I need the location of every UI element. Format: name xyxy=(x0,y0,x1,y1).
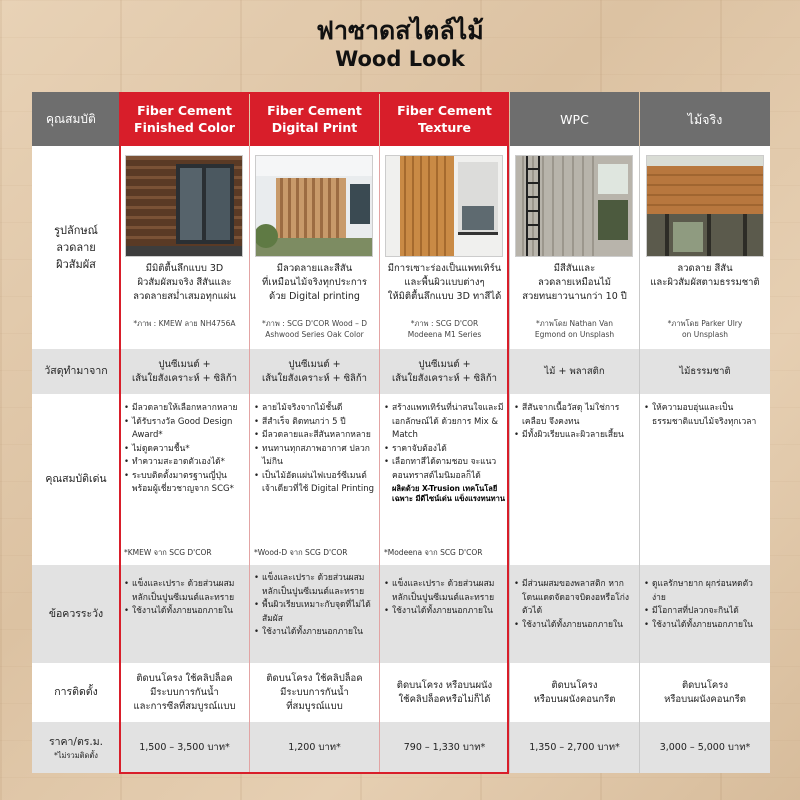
label-install: การติดตั้ง xyxy=(32,663,120,722)
features-note: *Wood-D จาก SCG D'COR xyxy=(254,548,348,557)
price-cell: 790 – 1,330 บาท* xyxy=(403,741,486,753)
feature-item: • ไม่ดูดความชื้น* xyxy=(124,443,246,457)
caution-wpc xyxy=(514,578,636,632)
material-cell: ปูนซีเมนต์ + เส้นใยสังเคราะห์ + ซิลิก้า xyxy=(262,358,367,384)
price-cell: 3,000 – 5,000 บาท* xyxy=(659,741,751,753)
material-cell: ปูนซีเมนต์ + เส้นใยสังเคราะห์ + ซิลิก้า xyxy=(392,358,497,384)
caution-item: • มีส่วนผสมของพลาสติก หากโดนแดดจัดอาจบิดงอหรือโก่งตัวได้ xyxy=(514,578,636,619)
photo-credit: *ภาพโดย Parker Ulry on Unsplash xyxy=(667,319,743,339)
header-digital-print: Fiber Cement Digital Print xyxy=(250,92,379,146)
feature-item: • ได้รับรางวัล Good Design Award* xyxy=(124,416,246,443)
caution-item: • ใช้งานได้ทั้งภายนอกภายใน xyxy=(514,619,636,633)
install-cell: ติดบนโครง ใช้คลิปล็อค มีระบบการกันน้ำ ที่สมบูรณ์แบบ xyxy=(266,672,363,712)
caution-item: • แข็งและเปราะ ด้วยส่วนผสมหลักเป็นปูนซีเมนต์และทราย xyxy=(384,578,506,605)
feature-item: • ทนทานทุกสภาพอากาศ ปลวกไม่กิน xyxy=(254,443,376,470)
title-thai: ฟาซาดสไตล์ไม้ xyxy=(316,16,484,45)
features-note: *Modeena จาก SCG D'COR xyxy=(384,548,483,557)
photo-credit: *ภาพ : KMEW ลาย NH4756A xyxy=(133,319,236,328)
price-cell: 1,500 – 3,500 บาท* xyxy=(139,741,230,753)
caution-item: • แข็งและเปราะ ด้วยส่วนผสมหลักเป็นปูนซีเมนต์และทราย xyxy=(254,572,376,599)
caution-item: • ดูแลรักษายาก ผุกร่อนหดตัวง่าย xyxy=(644,578,766,605)
feature-item: • มีลวดลายและสีสันหลากหลาย xyxy=(254,429,376,443)
column-divider xyxy=(509,146,510,773)
caution-item: • ใช้งานได้ทั้งภายนอกภายใน xyxy=(124,605,246,619)
photo-credit: *ภาพ : SCG D'COR Wood – D Ashwood Series Oak Color xyxy=(261,319,368,339)
caution-item: • ใช้งานได้ทั้งภายนอกภายใน xyxy=(644,619,766,633)
appearance-caption: มีมิติตื้นลึกแบบ 3D ผิวสัมผัสมจริง สีสันและ ลวดลายสม่ำเสมอทุกแผ่น xyxy=(133,263,236,302)
header-wpc: WPC xyxy=(510,92,639,146)
price-cell: 1,350 – 2,700 บาท* xyxy=(529,741,620,753)
install-cell: ติดบนโครง หรือบนผนัง ใช้คลิปล็อคหรือไม่ก็ได้ xyxy=(396,679,493,705)
header-finished-color: Fiber Cement Finished Color xyxy=(120,92,249,146)
feature-item: • ระบบติดตั้งมาตรฐานญี่ปุ่น พร้อมผู้เชี่ยวชาญจาก SCG* xyxy=(124,470,246,497)
feature-item: • สีสันจากเนื้อวัสดุ ไม่ใช่การเคลือบ จึงคงทน xyxy=(514,402,636,429)
photo-wpc xyxy=(515,155,633,257)
install-cell: ติดบนโครง หรือบนผนังคอนกรีต xyxy=(664,679,746,705)
caution-item: • แข็งและเปราะ ด้วยส่วนผสมหลักเป็นปูนซีเมนต์และทราย xyxy=(124,578,246,605)
feature-item: • ลายไม้จริงจากไม้ชั้นดี xyxy=(254,402,376,416)
feature-item: • เลือกทาสีได้ตามชอบ จะแนวคอนทราสต์ไมนิมอลก็ได้ xyxy=(384,456,506,483)
feature-item: • ให้ความอบอุ่นและเป็นธรรมชาติแบบไม้จริงทุกเวลา xyxy=(644,402,766,429)
label-appearance: รูปลักษณ์ ลวดลาย ผิวสัมผัส xyxy=(32,146,120,349)
feature-emphasis: ผลิตด้วย X-Trusion เทคโนโลยีเฉพาะ มีดีไซน์เด่น แข็งแรงทนทาน xyxy=(392,484,505,503)
label-price: ราคา/ตร.ม. xyxy=(48,736,104,748)
label-price-note: *ไม่รวมติดตั้ง xyxy=(54,751,98,760)
caution-item: • ใช้งานได้ทั้งภายนอกภายใน xyxy=(254,626,376,640)
photo-real-wood xyxy=(646,155,764,257)
install-cell: ติดบนโครง หรือบนผนังคอนกรีต xyxy=(533,679,616,705)
appearance-caption: ลวดลาย สีสัน และผิวสัมผัสตามธรรมชาติ xyxy=(650,263,760,288)
features-note: *KMEW จาก SCG D'COR xyxy=(124,548,212,557)
appearance-caption: มีการเซาะร่องเป็นแพทเทิร์น และพื้นผิวแบบต่างๆ ให้มิติตื้นลึกแบบ 3D ทาสีได้ xyxy=(387,263,502,302)
column-divider xyxy=(639,146,640,773)
material-cell: ปูนซีเมนต์ + เส้นใยสังเคราะห์ + ซิลิก้า xyxy=(132,358,237,384)
feature-item: • เป็นไม้อัดแผ่นไฟเบอร์ซีเมนต์เจ้าเดียวที่ใช้ Digital Printing xyxy=(254,470,376,497)
caution-item: • มีโอกาสที่ปลวกจะกินได้ xyxy=(644,605,766,619)
photo-credit: *ภาพ : SCG D'COR Modeena M1 Series xyxy=(407,319,482,339)
label-caution: ข้อควรระวัง xyxy=(32,565,120,663)
label-price-cell xyxy=(32,722,120,773)
feature-item: • มีลวดลายให้เลือกหลากหลาย xyxy=(124,402,246,416)
feature-item: • มีทั้งผิวเรียบและผิวลายเสี้ยน xyxy=(514,429,636,443)
header-real-wood: ไม้จริง xyxy=(640,92,770,146)
label-material: วัสดุทำมาจาก xyxy=(32,349,120,394)
feature-item: • ราคาจับต้องได้ xyxy=(384,443,506,457)
appearance-caption: มีลวดลายและสีสัน ที่เหมือนไม้จริงทุกประการ ด้วย Digital printing xyxy=(261,263,368,302)
price-cell: 1,200 บาท* xyxy=(288,741,341,753)
label-features: คุณสมบัติเด่น xyxy=(32,394,120,565)
page-title xyxy=(0,16,800,72)
caution-item: • ใช้งานได้ทั้งภายนอกภายใน xyxy=(384,605,506,619)
header-texture: Fiber Cement Texture xyxy=(380,92,509,146)
fiber-cement-highlight xyxy=(119,92,509,774)
material-cell: ไม้ + พลาสติก xyxy=(544,365,605,377)
title-english: Wood Look xyxy=(335,47,465,71)
caution-item: • พื้นผิวเรียบเหมาะกับจุดที่ไม่ได้สัมผัส xyxy=(254,599,376,626)
header-label: คุณสมบัติ xyxy=(32,92,120,146)
feature-item: • สีสำเร็จ ติดทนกว่า 5 ปี xyxy=(254,416,376,430)
caution-real-wood xyxy=(644,578,766,632)
feature-item: • ทำความสะอาดตัวเองได้* xyxy=(124,456,246,470)
features-wpc xyxy=(514,402,636,443)
appearance-caption: มีสีสันและ ลวดลายเหมือนไม้ สวยทนยาวนานกว่า 10 ปี xyxy=(522,263,627,302)
install-cell: ติดบนโครง ใช้คลิปล็อค มีระบบการกันน้ำ และการซีลที่สมบูรณ์แบบ xyxy=(133,672,236,712)
photo-credit: *ภาพโดย Nathan Van Egmond on Unsplash xyxy=(534,319,615,339)
features-real-wood xyxy=(644,402,766,429)
material-cell: ไม้ธรรมชาติ xyxy=(679,365,731,377)
feature-item: • สร้างแพทเทิร์นที่น่าสนใจและมีเอกลักษณ์ได้ ด้วยการ Mix & Match xyxy=(384,402,506,443)
